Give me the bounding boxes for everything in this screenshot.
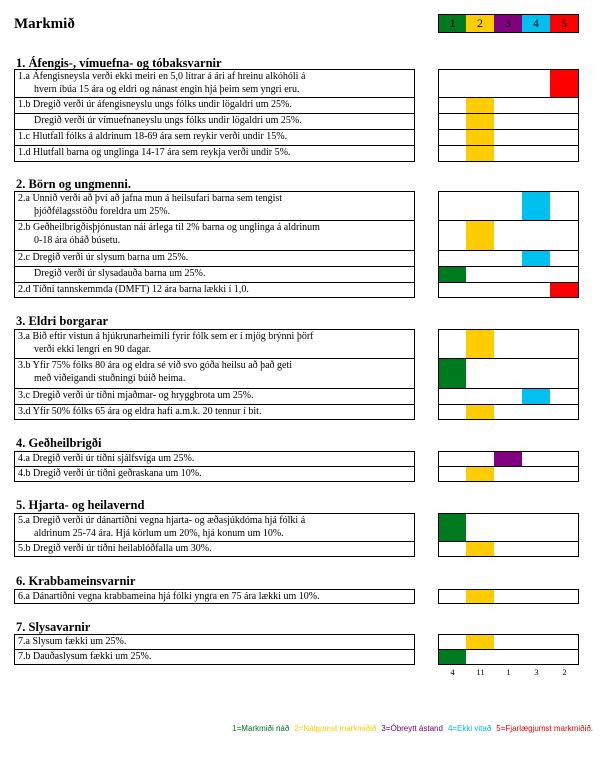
rating-mark-5 bbox=[550, 283, 579, 298]
rating-cell-5 bbox=[550, 146, 579, 162]
rating-mark-2 bbox=[466, 589, 495, 604]
rating-mark-2 bbox=[466, 114, 495, 130]
rating-cell-4 bbox=[522, 359, 551, 389]
rating-cell-3 bbox=[494, 283, 523, 298]
rating-mark-2 bbox=[466, 634, 495, 650]
rating-cell-4 bbox=[522, 130, 551, 146]
rating-cell-4 bbox=[522, 221, 551, 251]
rating-cell-3 bbox=[494, 634, 523, 650]
goal-row bbox=[14, 405, 415, 420]
rating-cell-1 bbox=[438, 98, 467, 114]
rating-cell-1 bbox=[438, 221, 467, 251]
goal-row bbox=[14, 251, 415, 267]
rating-cell-2 bbox=[466, 451, 495, 467]
goal-line: 3.c Dregið verði úr tíðni mjaðmar- og hryggbrota um 25%. bbox=[18, 390, 254, 401]
legend-box-2: 2 bbox=[466, 14, 495, 33]
goal-line: 1.b Dregið verði úr áfengisneyslu ungs fólks undir lögaldri um 25%. bbox=[18, 99, 292, 110]
rating-cell-4 bbox=[522, 329, 551, 359]
goal-line: 7.b Dauðaslysum fækki um 25%. bbox=[18, 651, 152, 662]
footer-legend-item: 2=Nálgumst markmiðið bbox=[294, 724, 377, 733]
rating-cell-5 bbox=[550, 130, 579, 146]
rating-cell-1 bbox=[438, 467, 467, 482]
rating-cell-4 bbox=[522, 69, 551, 98]
goal-row bbox=[14, 467, 415, 482]
rating-cell-4 bbox=[522, 267, 551, 283]
rating-cell-1 bbox=[438, 389, 467, 405]
rating-cell-5 bbox=[550, 191, 579, 221]
goal-line: 6.a Dánartíðni vegna krabbameina hjá fólki yngra en 75 ára lækki um 10%. bbox=[18, 591, 320, 602]
rating-cell-1 bbox=[438, 542, 467, 557]
rating-cell-2 bbox=[466, 69, 495, 98]
rating-cell-2 bbox=[466, 650, 495, 665]
goal-line: 4.b Dregið verði úr tíðni geðraskana um 10%. bbox=[18, 468, 202, 479]
goal-line: 3.b Yfir 75% fólks 80 ára og eldra sé við svo góða heilsu að það geti bbox=[18, 360, 293, 371]
goal-line: Dregið verði úr vímuefnaneyslu ungs fólks undir lögaldri um 25%. bbox=[34, 115, 302, 126]
rating-cell-3 bbox=[494, 69, 523, 98]
goal-line: 2.d Tíðni tannskemmda (DMFT) 12 ára barna lækki í 1,0. bbox=[18, 284, 249, 295]
rating-mark-1 bbox=[438, 267, 467, 283]
section-heading: 5. Hjarta- og heilavernd bbox=[16, 498, 145, 512]
rating-cell-1 bbox=[438, 191, 467, 221]
footer-legend-item: 1=Markmiði náð bbox=[232, 724, 290, 733]
rating-cell-4 bbox=[522, 451, 551, 467]
rating-mark-2 bbox=[466, 542, 495, 557]
rating-cell-1 bbox=[438, 114, 467, 130]
rating-mark-2 bbox=[466, 405, 495, 420]
rating-cell-3 bbox=[494, 98, 523, 114]
rating-cell-1 bbox=[438, 251, 467, 267]
legend-box-4: 4 bbox=[522, 14, 551, 33]
goal-row bbox=[14, 542, 415, 557]
rating-cell-3 bbox=[494, 130, 523, 146]
goal-row bbox=[14, 69, 415, 98]
rating-cell-1 bbox=[438, 405, 467, 420]
rating-mark-2 bbox=[466, 467, 495, 482]
rating-cell-4 bbox=[522, 634, 551, 650]
rating-cell-5 bbox=[550, 634, 579, 650]
section-heading: 4. Geðheilbrigði bbox=[16, 436, 102, 450]
section-heading: 2. Börn og ungmenni. bbox=[16, 177, 131, 191]
rating-cell-3 bbox=[494, 114, 523, 130]
rating-cell-2 bbox=[466, 283, 495, 298]
rating-cell-1 bbox=[438, 451, 467, 467]
rating-cell-5 bbox=[550, 405, 579, 420]
goal-row bbox=[14, 267, 415, 283]
goal-line: 2.b Geðheilbrigðisþjónustan nái árlega til 2% barna og unglinga á aldrinum bbox=[18, 222, 320, 233]
goal-row bbox=[14, 359, 415, 389]
legend-box-5: 5 bbox=[550, 14, 579, 33]
goal-row bbox=[14, 451, 415, 467]
goal-line: 5.b Dregið verði úr tíðni heilablóðfalla um 30%. bbox=[18, 543, 212, 554]
rating-cell-5 bbox=[550, 650, 579, 665]
rating-cell-3 bbox=[494, 191, 523, 221]
rating-cell-3 bbox=[494, 389, 523, 405]
rating-cell-3 bbox=[494, 359, 523, 389]
rating-cell-3 bbox=[494, 267, 523, 283]
rating-cell-5 bbox=[550, 467, 579, 482]
goal-line: 0-18 ára óháð búsetu. bbox=[34, 235, 121, 246]
section-heading: 3. Eldri borgarar bbox=[16, 314, 109, 328]
goal-line: 2.a Unnið verði að því að jafna mun á heilsufari barna sem tengist bbox=[18, 193, 283, 204]
rating-cell-2 bbox=[466, 191, 495, 221]
rating-cell-4 bbox=[522, 283, 551, 298]
rating-cell-4 bbox=[522, 589, 551, 604]
rating-cell-2 bbox=[466, 389, 495, 405]
goal-line: 3.a Bið eftir vistun á hjúkrunarheimili fyrir fólk sem er í mjög brýnni þörf bbox=[18, 331, 314, 342]
rating-mark-1 bbox=[438, 650, 467, 665]
rating-cell-3 bbox=[494, 146, 523, 162]
rating-cell-5 bbox=[550, 114, 579, 130]
rating-mark-2 bbox=[466, 221, 495, 251]
rating-mark-1 bbox=[438, 359, 467, 389]
rating-cell-3 bbox=[494, 405, 523, 420]
rating-cell-1 bbox=[438, 146, 467, 162]
section-heading: 1. Áfengis-, vímuefna- og tóbaksvarnir bbox=[16, 56, 222, 70]
rating-cell-5 bbox=[550, 221, 579, 251]
goal-row bbox=[14, 389, 415, 405]
rating-mark-5 bbox=[550, 69, 579, 98]
total-5: 2 bbox=[562, 667, 567, 677]
goal-row bbox=[14, 98, 415, 114]
goal-row bbox=[14, 650, 415, 665]
goal-line: 1.c Hlutfall fólks á aldrinum 18-69 ára sem reykir verði undir 15%. bbox=[18, 131, 288, 142]
footer-legend-item: 4=Ekki vitað bbox=[447, 724, 492, 733]
section-heading: 6. Krabbameinsvarnir bbox=[16, 574, 136, 588]
rating-cell-5 bbox=[550, 542, 579, 557]
rating-cell-3 bbox=[494, 329, 523, 359]
goal-row bbox=[14, 114, 415, 130]
total-1: 4 bbox=[450, 667, 455, 677]
goal-row bbox=[14, 221, 415, 251]
goal-line: 2.c Dregið verði úr slysum barna um 25%. bbox=[18, 252, 189, 263]
rating-mark-4 bbox=[522, 251, 551, 267]
rating-cell-3 bbox=[494, 467, 523, 482]
rating-cell-1 bbox=[438, 69, 467, 98]
goal-line: 1.a Áfengisneysla verði ekki meiri en 5,0 lítrar á ári af hreinu alkóhóli á bbox=[18, 71, 306, 82]
rating-cell-4 bbox=[522, 513, 551, 542]
rating-mark-2 bbox=[466, 329, 495, 359]
legend-box-1: 1 bbox=[438, 14, 467, 33]
footer-legend bbox=[163, 724, 593, 733]
goal-row bbox=[14, 130, 415, 146]
goal-line: 3.d Yfir 50% fólks 65 ára og eldra hafi a.m.k. 20 tennur í bit. bbox=[18, 406, 262, 417]
rating-cell-4 bbox=[522, 467, 551, 482]
rating-cell-3 bbox=[494, 221, 523, 251]
rating-cell-5 bbox=[550, 98, 579, 114]
rating-mark-2 bbox=[466, 98, 495, 114]
goal-row bbox=[14, 513, 415, 542]
total-3: 1 bbox=[506, 667, 511, 677]
goal-row bbox=[14, 634, 415, 650]
goal-line: verði ekki lengri en 90 dagar. bbox=[34, 344, 152, 355]
rating-cell-1 bbox=[438, 329, 467, 359]
goal-row bbox=[14, 191, 415, 221]
goal-line: Dregið verði úr slysadauða barna um 25%. bbox=[34, 268, 206, 279]
goal-line: aldrinum 25-74 ára. Hjá körlum um 20%, hjá konum um 10%. bbox=[34, 528, 284, 539]
rating-cell-3 bbox=[494, 251, 523, 267]
goal-line: 4.a Dregið verði úr tíðni sjálfsvíga um 25%. bbox=[18, 453, 195, 464]
rating-cell-1 bbox=[438, 589, 467, 604]
goal-line: þjóðfélagsstöðu foreldra um 25%. bbox=[34, 206, 171, 217]
legend-box-3: 3 bbox=[494, 14, 523, 33]
rating-cell-2 bbox=[466, 513, 495, 542]
goal-line: með viðeigandi stuðningi búið heima. bbox=[34, 373, 186, 384]
rating-cell-3 bbox=[494, 650, 523, 665]
rating-cell-3 bbox=[494, 589, 523, 604]
rating-mark-4 bbox=[522, 191, 551, 221]
total-2: 11 bbox=[476, 667, 485, 677]
rating-mark-2 bbox=[466, 146, 495, 162]
rating-mark-2 bbox=[466, 130, 495, 146]
page-title: Markmið bbox=[14, 16, 75, 32]
section-heading: 7. Slysavarnir bbox=[16, 620, 91, 634]
rating-cell-5 bbox=[550, 359, 579, 389]
rating-cell-4 bbox=[522, 650, 551, 665]
rating-cell-2 bbox=[466, 267, 495, 283]
rating-cell-1 bbox=[438, 130, 467, 146]
rating-mark-4 bbox=[522, 389, 551, 405]
rating-cell-4 bbox=[522, 114, 551, 130]
rating-cell-1 bbox=[438, 634, 467, 650]
goal-line: hvern íbúa 15 ára og eldri og nánast engin hjá þeim sem yngri eru. bbox=[34, 84, 300, 95]
rating-cell-5 bbox=[550, 513, 579, 542]
goal-line: 1.d Hlutfall barna og unglinga 14-17 ára sem reykja verði undir 5%. bbox=[18, 147, 291, 158]
rating-cell-4 bbox=[522, 542, 551, 557]
rating-cell-5 bbox=[550, 267, 579, 283]
rating-cell-5 bbox=[550, 329, 579, 359]
goal-row bbox=[14, 589, 415, 604]
rating-cell-4 bbox=[522, 405, 551, 420]
rating-mark-1 bbox=[438, 513, 467, 542]
goal-line: 7.a Slysum fækki um 25%. bbox=[18, 636, 127, 647]
footer-legend-item: 3=Óbreytt ástand bbox=[381, 724, 443, 733]
goal-row bbox=[14, 283, 415, 298]
goal-line: 5.a Dregið verði úr dánartíðni vegna hjarta- og æðasjúkdóma hjá fólki á bbox=[18, 515, 306, 526]
footer-legend-item: 5=Fjarlægjumst markmiðið. bbox=[496, 724, 593, 733]
goal-row bbox=[14, 146, 415, 162]
rating-cell-5 bbox=[550, 589, 579, 604]
rating-cell-3 bbox=[494, 542, 523, 557]
rating-cell-2 bbox=[466, 359, 495, 389]
goal-row bbox=[14, 329, 415, 359]
rating-cell-1 bbox=[438, 283, 467, 298]
rating-mark-3 bbox=[494, 451, 523, 467]
rating-cell-2 bbox=[466, 251, 495, 267]
rating-cell-5 bbox=[550, 389, 579, 405]
rating-cell-3 bbox=[494, 513, 523, 542]
rating-cell-5 bbox=[550, 251, 579, 267]
rating-cell-4 bbox=[522, 146, 551, 162]
total-4: 3 bbox=[534, 667, 539, 677]
rating-cell-5 bbox=[550, 451, 579, 467]
rating-cell-4 bbox=[522, 98, 551, 114]
